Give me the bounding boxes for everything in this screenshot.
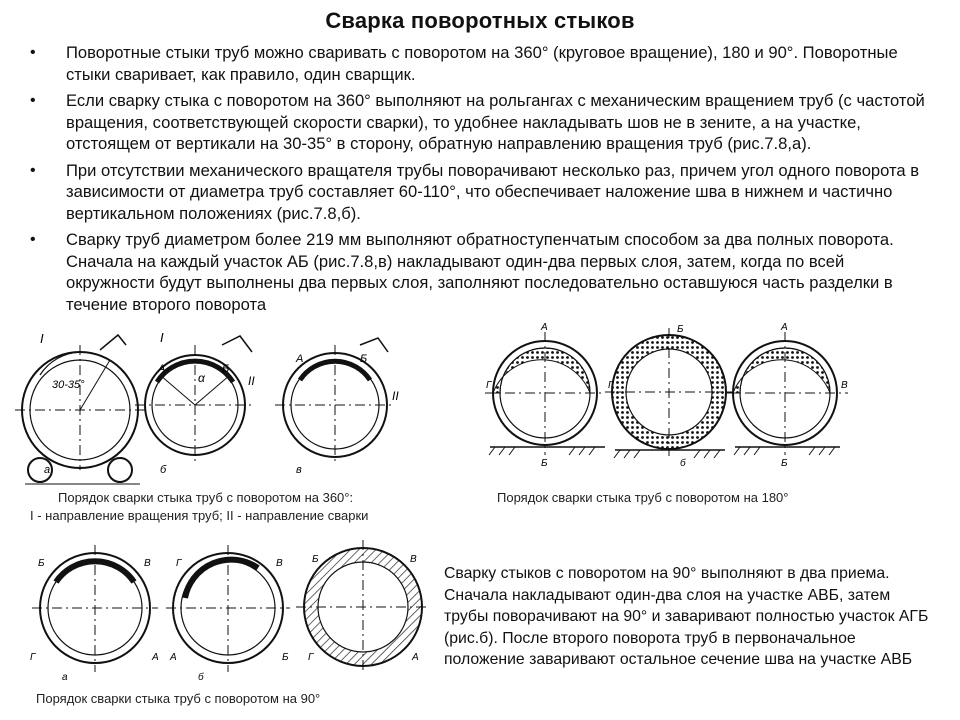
label-sub-b: б bbox=[680, 458, 686, 469]
label-B: Б bbox=[360, 353, 368, 365]
figure-90-a bbox=[32, 545, 158, 672]
label-B: Б bbox=[38, 558, 45, 569]
label-I: I bbox=[160, 330, 164, 345]
figure-360-v bbox=[275, 338, 395, 465]
figure-90-b bbox=[166, 545, 290, 672]
figure-360-a bbox=[15, 335, 145, 484]
caption-360-line2: I - направление вращения труб; II - направление сварки bbox=[30, 508, 369, 523]
label-A: А bbox=[412, 652, 419, 663]
figure-180-a bbox=[485, 332, 605, 455]
label-B: Б bbox=[312, 554, 319, 565]
label-angle: 30-35° bbox=[52, 379, 85, 391]
label-A: А bbox=[296, 353, 304, 365]
bullet-item: • Если сварку стыка с поворотом на 360° выполняют на рольгангах с механическим вращением труб (с частотой вращения, соответствующей скорости сварки), то удобнее накладывать шов не в зените, а на участке, отстоящем от вертикали на 30-35° в сторону, обратную направлению вращения труб (рис.7.8,а). bbox=[28, 90, 933, 155]
label-V: В bbox=[276, 558, 283, 569]
label-B: Б bbox=[541, 458, 548, 469]
label-B: Б bbox=[781, 458, 788, 469]
label-B: Б bbox=[222, 363, 230, 375]
label-I: I bbox=[40, 331, 44, 346]
figure-180-b bbox=[605, 328, 733, 458]
label-G: Г bbox=[30, 652, 36, 663]
label-A: А bbox=[152, 652, 159, 663]
label-alpha: α bbox=[198, 371, 205, 385]
label-V: В bbox=[410, 554, 417, 565]
side-paragraph: Сварку стыков с поворотом на 90° выполняют в два приема. Сначала накладывают один-два слоя на участке АВБ, затем трубы поворачивают на 90° и заваривают полностью участок АГБ (рис.б). После второго поворота труб в первоначальное положение заваривают остальное сечение шва на участке АВБ bbox=[444, 565, 929, 669]
label-sub-b: б bbox=[160, 464, 167, 476]
label-sub-a: а bbox=[44, 464, 51, 476]
bullet-item: • При отсутствии механического вращателя трубы поворачивают несколько раз, причем угол одного поворота в зависимости от диаметра труб составляет 60-110°, что обеспечивает наложение шва в нижнем и частично вертикальном положениях (рис.7.8,б). bbox=[28, 160, 933, 225]
label-A: А bbox=[781, 322, 788, 333]
figure-180-v bbox=[725, 332, 848, 455]
label-II: II bbox=[248, 374, 255, 388]
caption-180: Порядок сварки стыка труб с поворотом на 180° bbox=[497, 490, 789, 505]
bullet-item: • Поворотные стыки труб можно сваривать с поворотом на 360° (круговое вращение), 180 и 90°. Поворотные стыки сваривает, как правило, один сварщик. bbox=[28, 42, 933, 85]
label-V: В bbox=[144, 558, 151, 569]
caption-360-line1: Порядок сварки стыка труб с поворотом на 360°: bbox=[58, 490, 354, 505]
label-G: Г bbox=[176, 558, 182, 569]
label-sub-a: а bbox=[62, 672, 68, 683]
label-G: Г bbox=[308, 652, 314, 663]
bullet-item: • Сварку труб диаметром более 219 мм выполняют обратноступенчатым способом за два полных поворота. Сначала на каждый участок АБ (рис.7.8,в) накладывают один-два первых слоя, затем, когда по всей окружности будут выполнены два первых слоя, заполняют последовательно оставшуюся часть разделки в течение второго поворота bbox=[28, 229, 933, 315]
label-G: Г bbox=[608, 380, 614, 391]
label-II: II bbox=[392, 389, 399, 403]
figure-360-b bbox=[135, 336, 255, 465]
label-G: Г bbox=[486, 380, 492, 391]
page-title: Сварка поворотных стыков bbox=[325, 8, 635, 33]
label-sub-v: в bbox=[296, 464, 302, 476]
label-V: В bbox=[841, 380, 848, 391]
label-B: Б bbox=[677, 324, 684, 335]
label-B: Б bbox=[282, 652, 289, 663]
label-A: А bbox=[158, 363, 166, 375]
label-A: А bbox=[170, 652, 177, 663]
label-A: А bbox=[541, 322, 548, 333]
caption-90: Порядок сварки стыка труб с поворотом на 90° bbox=[36, 691, 321, 706]
label-sub-b: б bbox=[198, 672, 204, 683]
